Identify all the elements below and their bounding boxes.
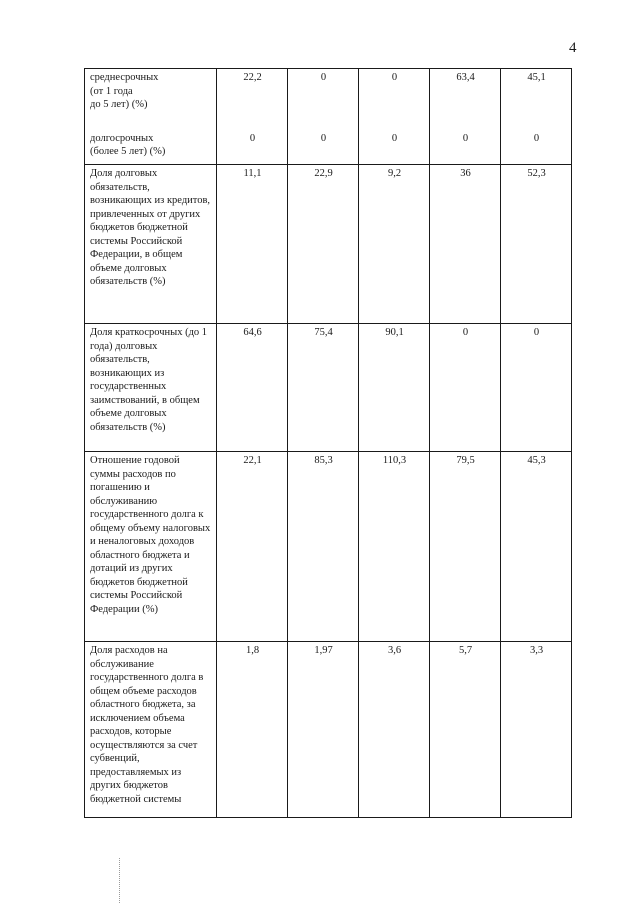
- cell-value: 22,1: [217, 452, 288, 642]
- cell-value: 45,1: [527, 72, 546, 83]
- cell-value: 0: [533, 132, 540, 144]
- cell-value: 9,2: [359, 165, 430, 324]
- cell-value: 3,3: [501, 642, 572, 818]
- value-cell: [501, 69, 572, 165]
- row-label-cell: Отношение годовой суммы расходов по погашению и обслуживанию государственного долга к общему объему налоговых и неналоговых доходов областного бюджета и дотаций из других бюджетов бюджетной системы Российской Федерации (%): [85, 452, 217, 642]
- cell-value: 52,3: [501, 165, 572, 324]
- spacer: [435, 85, 496, 132]
- spacer: [90, 112, 212, 132]
- cell-value: 5,7: [430, 642, 501, 818]
- cell-value: 0: [320, 72, 327, 83]
- cell-value: 0: [501, 324, 572, 452]
- row-label-line: среднесрочных: [90, 72, 159, 83]
- row-label-line: долгосрочных: [90, 132, 154, 144]
- cell-value: 0: [391, 72, 398, 83]
- row-label-line: (от 1 года: [90, 85, 133, 97]
- debt-indicators-table: [84, 68, 572, 818]
- cell-value: 11,1: [217, 165, 288, 324]
- row-label-line: до 5 лет) (%): [90, 99, 148, 110]
- row-label-cell: Доля расходов на обслуживание государственного долга в общем объеме расходов областного бюджета, за исключением объема расходов, которые осуществляются за счет субвенций, предоставляемых из других бюджетов бюджетной системы: [85, 642, 217, 818]
- cell-value: 63,4: [456, 72, 475, 83]
- page-number: 4: [569, 40, 577, 56]
- table-row: [85, 69, 572, 165]
- cell-value: 110,3: [359, 452, 430, 642]
- cell-value: 1,8: [217, 642, 288, 818]
- cell-value: 75,4: [288, 324, 359, 452]
- cell-value: 0: [462, 132, 469, 144]
- cell-value: 3,6: [359, 642, 430, 818]
- cell-value: 45,3: [501, 452, 572, 642]
- cell-value: 64,6: [217, 324, 288, 452]
- cell-value: 85,3: [288, 452, 359, 642]
- cell-value: 22,2: [243, 72, 262, 83]
- value-cell: [288, 69, 359, 165]
- value-cell: [359, 69, 430, 165]
- margin-rule: [119, 858, 120, 903]
- cell-value: 90,1: [359, 324, 430, 452]
- spacer: [293, 85, 354, 132]
- value-cell: [430, 69, 501, 165]
- cell-value: 0: [249, 132, 256, 144]
- cell-value: 36: [430, 165, 501, 324]
- spacer: [222, 85, 283, 132]
- cell-value: 22,9: [288, 165, 359, 324]
- row-label-cell: Доля долговых обязательств, возникающих из кредитов, привлеченных от других бюджетов бюджетной системы Российской Федерации, в общем объеме долговых обязательств (%): [85, 165, 217, 324]
- cell-value: 0: [430, 324, 501, 452]
- cell-value: 1,97: [288, 642, 359, 818]
- table-row: [85, 165, 572, 324]
- value-cell: [217, 69, 288, 165]
- row-label-cell: Доля краткосрочных (до 1 года) долговых обязательств, возникающих из государственных заимствований, в общем объеме долговых обязательств (%): [85, 324, 217, 452]
- cell-value: 0: [320, 132, 327, 144]
- row-label-cell: [85, 69, 217, 165]
- cell-value: 0: [391, 132, 398, 144]
- cell-value: 79,5: [430, 452, 501, 642]
- spacer: [364, 85, 425, 132]
- row-label-line: (более 5 лет) (%): [90, 146, 166, 157]
- table-row: [85, 642, 572, 818]
- table-row: [85, 452, 572, 642]
- spacer: [506, 85, 567, 132]
- table-row: [85, 324, 572, 452]
